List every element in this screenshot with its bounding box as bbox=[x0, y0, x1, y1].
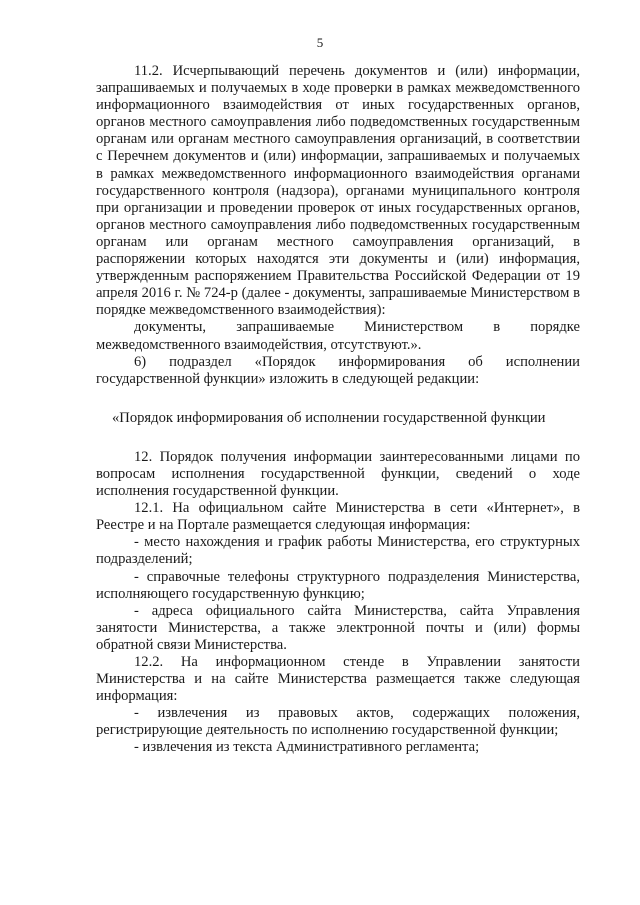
list-item-legal-extracts: - извлечения из правовых актов, содержащих положения, регистрирующие деятельность по исполнению государственной функции; bbox=[96, 705, 580, 739]
paragraph-12-2: 12.2. На информационном стенде в Управлении занятости Министерства и на сайте Министерства размещается также следующая информация: bbox=[96, 654, 580, 705]
list-item-phones: - справочные телефоны структурного подразделения Министерства, исполняющего государственную функцию; bbox=[96, 568, 580, 602]
section-heading: «Порядок информирования об исполнении государственной функции bbox=[112, 409, 546, 426]
paragraph-12: 12. Порядок получения информации заинтересованными лицами по вопросам исполнения государственной функции, сведений о ходе исполнения государственной функции. bbox=[96, 448, 580, 500]
paragraph-item-6: 6) подраздел «Порядок информирования об исполнении государственной функции» изложить в следующей редакции: bbox=[96, 353, 580, 387]
paragraph-11-2: 11.2. Исчерпывающий перечень документов и (или) информации, запрашиваемых и получаемых в ходе проверки в рамках межведомственного информационного взаимодействия от иных государственных органов, органов местного самоуправления либо подведомственных государственным органам или органам местного самоуправления организаций, в соответствии с Перечнем документов и (или) информации, запрашиваемых и получаемых в рамках межведомственного информационного взаимодействия органами государственного контроля (надзора), органами муниципального контроля при организации и проведении проверок от иных государственных органов, органов местного самоуправления либо подведомственных государственным органам или органам местного самоуправления организаций, в распоряжении которых находятся эти документы и (или) информация, утвержденным распоряжением Правительства Российской Федерации от 19 апреля 2016 г. № 724-р (далее - документы, запрашиваемые Министерством в порядке межведомственного взаимодействия): bbox=[96, 63, 580, 319]
paragraph-documents-absent: документы, запрашиваемые Министерством в порядке межведомственного взаимодействия, отсутствуют.». bbox=[96, 319, 580, 353]
paragraph-12-1: 12.1. На официальном сайте Министерства в сети «Интернет», в Реестре и на Портале размещается следующая информация: bbox=[96, 500, 580, 534]
list-item-regulation-extracts: - извлечения из текста Административного регламента; bbox=[134, 739, 480, 756]
document-body bbox=[96, 63, 580, 757]
list-item-location: - место нахождения и график работы Министерства, его структурных подразделений; bbox=[96, 534, 580, 568]
page-number: 5 bbox=[316, 35, 324, 50]
list-item-addresses: - адреса официального сайта Министерства, сайта Управления занятости Министерства, а также электронной почты и (или) формы обратной связи Министерства. bbox=[96, 602, 580, 653]
